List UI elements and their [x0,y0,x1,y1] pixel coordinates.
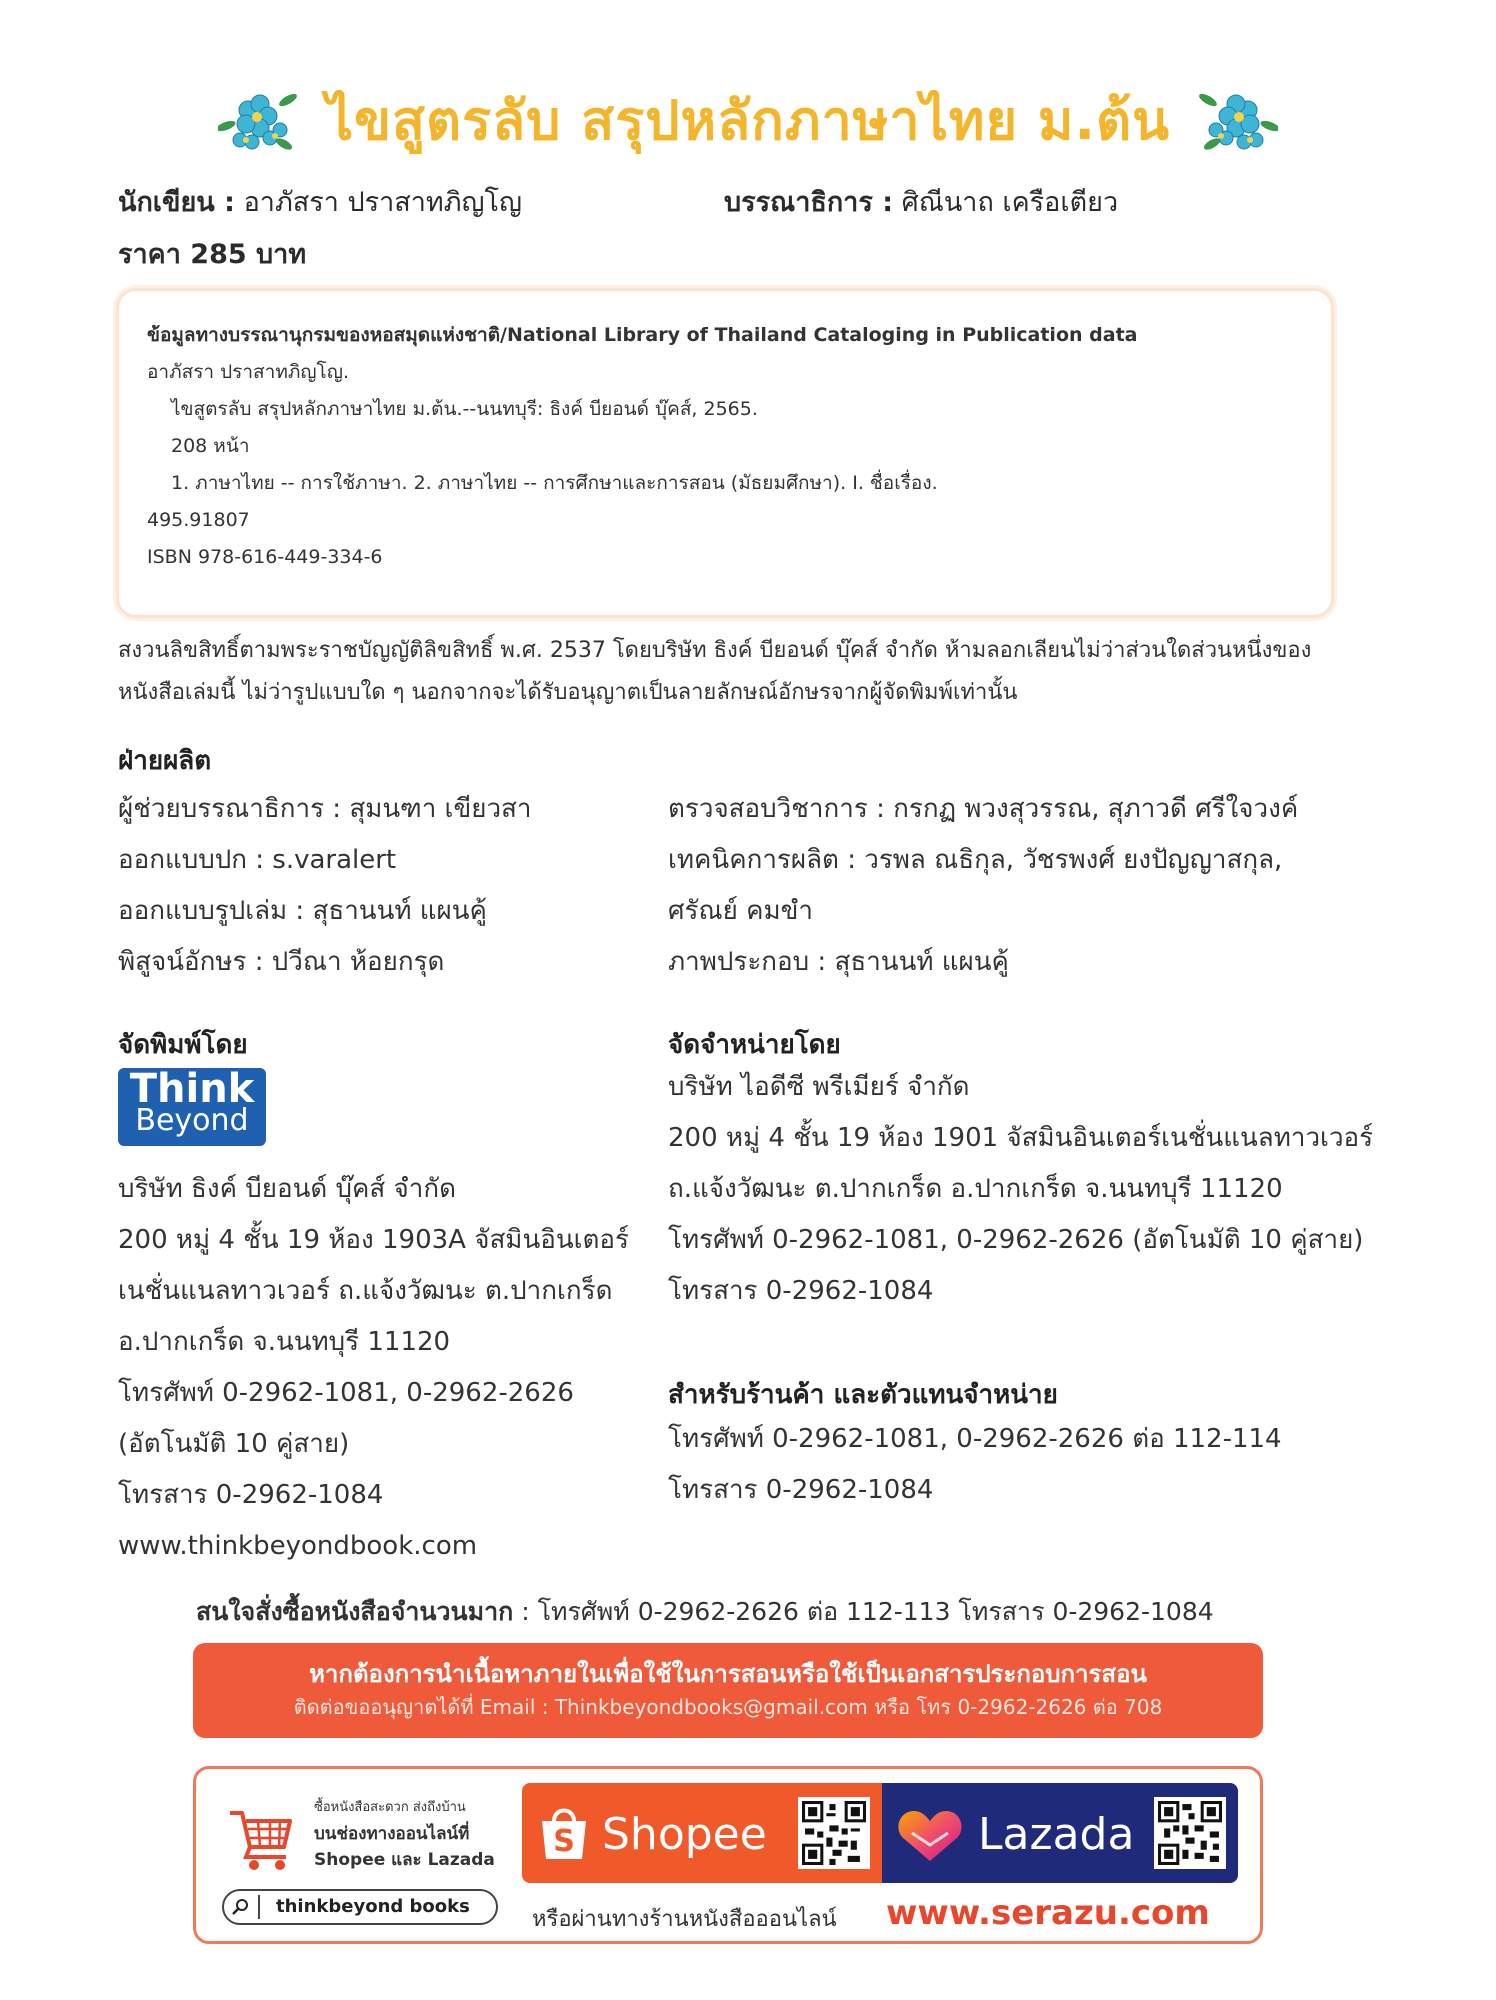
teaching-permission-banner [193,1643,1263,1738]
copyright-line: หนังสือเล่มนี้ ไม่ว่ารูปแบบใด ๆ นอกจากจะได้รับอนุญาตเป็นลายลักษณ์อักษรจากผู้จัดพิมพ์เท่านั้น [118,680,1018,705]
banner-line: หากต้องการนำเนื้อหาภายในเพื่อใช้ในการสอนหรือใช้เป็นเอกสารประกอบการสอน [309,1660,1147,1688]
credit-line: ภาพประกอบ : สุธานนท์ แผนคู้ [668,947,1009,977]
contact-line: โทรศัพท์ 0-2962-1081, 0-2962-2626 ต่อ 112-114 [668,1424,1282,1454]
logo-text: Think [129,1066,255,1112]
price: ราคา 285 บาท [118,239,307,270]
stores-heading: สำหรับร้านค้า และตัวแทนจำหน่าย [668,1380,1058,1410]
bulk-label: สนใจสั่งซื้อหนังสือจำนวนมาก [196,1597,514,1626]
shopee-panel[interactable] [522,1783,882,1883]
qr-code-icon [1154,1797,1226,1869]
online-shop-box [193,1766,1263,1944]
author-value: อาภัสรา ปราสาทภิญโญ [243,187,523,218]
author-label: นักเขียน : [118,187,235,218]
credit-line: ตรวจสอบวิชาการ : กรกฏ พวงสุวรรณ, สุภาวดี ศรีใจวงค์ [668,794,1299,824]
distributor-address [668,1062,1373,1317]
cart-line: Shopee และ Lazada [314,1850,495,1870]
think-beyond-logo [118,1068,266,1146]
serazu-link[interactable]: www.serazu.com [886,1893,1210,1933]
search-text: thinkbeyond books [276,1896,470,1917]
address-line: บริษัท ไอดีซี พรีเมียร์ จำกัด [668,1072,970,1102]
bulk-value: : โทรศัพท์ 0-2962-2626 ต่อ 112-113 โทรสาร 0-2962-1084 [513,1597,1214,1626]
contact-line: โทรสาร 0-2962-1084 [668,1475,934,1505]
address-line: 200 หมู่ 4 ชั้น 19 ห้อง 1903A จัสมินอินเตอร์ [118,1225,629,1255]
address-line: 200 หมู่ 4 ชั้น 19 ห้อง 1901 จัสมินอินเตอร์เนชั่นแนลทาวเวอร์ [668,1123,1374,1153]
copyright-notice [118,630,1358,714]
flower-icon [218,80,298,160]
address-line: อ.ปากเกร็ด จ.นนทบุรี 11120 [118,1327,451,1357]
qr-code-icon [798,1797,870,1869]
cip-heading: ข้อมูลทางบรรณานุกรมของหอสมุดแห่งชาติ/National Library of Thailand Cataloging in Publication data [147,324,1138,346]
editor-label: บรรณาธิการ : [724,187,894,218]
flower-icon [1198,80,1278,160]
website-link[interactable]: www.thinkbeyondbook.com [118,1531,478,1561]
search-pill[interactable] [222,1889,498,1925]
address-line: โทรศัพท์ 0-2962-1081, 0-2962-2626 [118,1378,574,1408]
address-line: เนชั่นแนลทาวเวอร์ ถ.แจ้งวัฒนะ ต.ปากเกร็ด [118,1276,613,1306]
address-line: ถ.แจ้งวัฒนะ ต.ปากเกร็ด อ.ปากเกร็ด จ.นนทบุรี 11120 [668,1174,1283,1204]
cip-line: 208 หน้า [171,435,250,457]
logo-text: Beyond [135,1103,249,1138]
lazada-panel[interactable] [882,1783,1238,1883]
cart-line: บนช่องทางออนไลน์ที่ [314,1824,470,1844]
cart-text [314,1795,495,1873]
credit-line: ออกแบบรูปเล่ม : สุธานนท์ แผนคู้ [118,896,487,926]
lazada-label: Lazada [978,1809,1135,1860]
credit-line: ศรัณย์ คมขำ [668,896,813,926]
publisher-address [118,1164,629,1572]
shopee-bag-icon [536,1803,592,1863]
credit-line: พิสูจน์อักษร : ปวีณา ห้อยกรุด [118,947,445,977]
address-line: โทรสาร 0-2962-1084 [668,1276,934,1306]
search-icon [232,1898,250,1916]
production-left [118,784,532,988]
cip-line: 495.91807 [147,509,250,531]
address-line: (อัตโนมัติ 10 คู่สาย) [118,1429,350,1459]
address-line: บริษัท ธิงค์ บียอนด์ บุ๊คส์ จำกัด [118,1174,456,1204]
divider [258,1895,260,1919]
online-store-text: หรือผ่านทางร้านหนังสือออนไลน์ [532,1907,837,1932]
production-heading: ฝ่ายผลิต [118,746,212,776]
title-row [0,70,1496,170]
address-line: โทรสาร 0-2962-1084 [118,1480,384,1510]
book-title: ไขสูตรลับ สรุปหลักภาษาไทย ม.ต้น [325,89,1170,152]
editor-line [724,180,1118,223]
cip-line: ISBN 978-616-449-334-6 [147,546,383,568]
svg-text:S: S [553,1824,575,1859]
cip-line: ไขสูตรลับ สรุปหลักภาษาไทย ม.ต้น.--นนทบุรี: ธิงค์ บียอนด์ บุ๊คส์, 2565. [171,398,758,420]
production-right [668,784,1298,988]
cip-box [116,288,1334,618]
shopping-cart-icon [226,1803,296,1873]
bulk-order-line [196,1592,1214,1632]
credit-line: ออกแบบปก : s.varalert [118,845,397,875]
author-line [118,180,522,223]
shopee-label: Shopee [602,1809,767,1860]
lazada-heart-icon [894,1803,966,1867]
copyright-line: สงวนลิขสิทธิ์ตามพระราชบัญญัติลิขสิทธิ์ พ.ศ. 2537 โดยบริษัท ธิงค์ บียอนด์ บุ๊คส์ จำกัด ห้ามลอกเลียนไม่ว่าส่วนใดส่วนหนึ่งของ [118,638,1312,663]
cip-line: อาภัสรา ปราสาทภิญโญ. [147,361,349,383]
editor-value: ศิณีนาถ เครือเตียว [901,187,1119,218]
banner-line: ติดต่อขออนุญาตได้ที่ Email : Thinkbeyondbooks@gmail.com หรือ โทร 0-2962-2626 ต่อ 708 [293,1695,1163,1719]
stores-contact [668,1414,1282,1516]
distributor-heading: จัดจำหน่ายโดย [668,1030,841,1060]
credit-line: เทคนิคการผลิต : วรพล ณธิกุล, วัชรพงศ์ ยงปัญญาสกุล, [668,845,1283,875]
cart-line: ซื้อหนังสือสะดวก ส่งถึงบ้าน [314,1800,466,1815]
publisher-heading: จัดพิมพ์โดย [118,1030,248,1060]
credit-line: ผู้ช่วยบรรณาธิการ : สุมนฑา เขียวสา [118,794,532,824]
address-line: โทรศัพท์ 0-2962-1081, 0-2962-2626 (อัตโนมัติ 10 คู่สาย) [668,1225,1364,1255]
cip-line: 1. ภาษาไทย -- การใช้ภาษา. 2. ภาษาไทย -- การศึกษาและการสอน (มัธยมศึกษา). I. ชื่อเรื่อง. [171,472,938,494]
